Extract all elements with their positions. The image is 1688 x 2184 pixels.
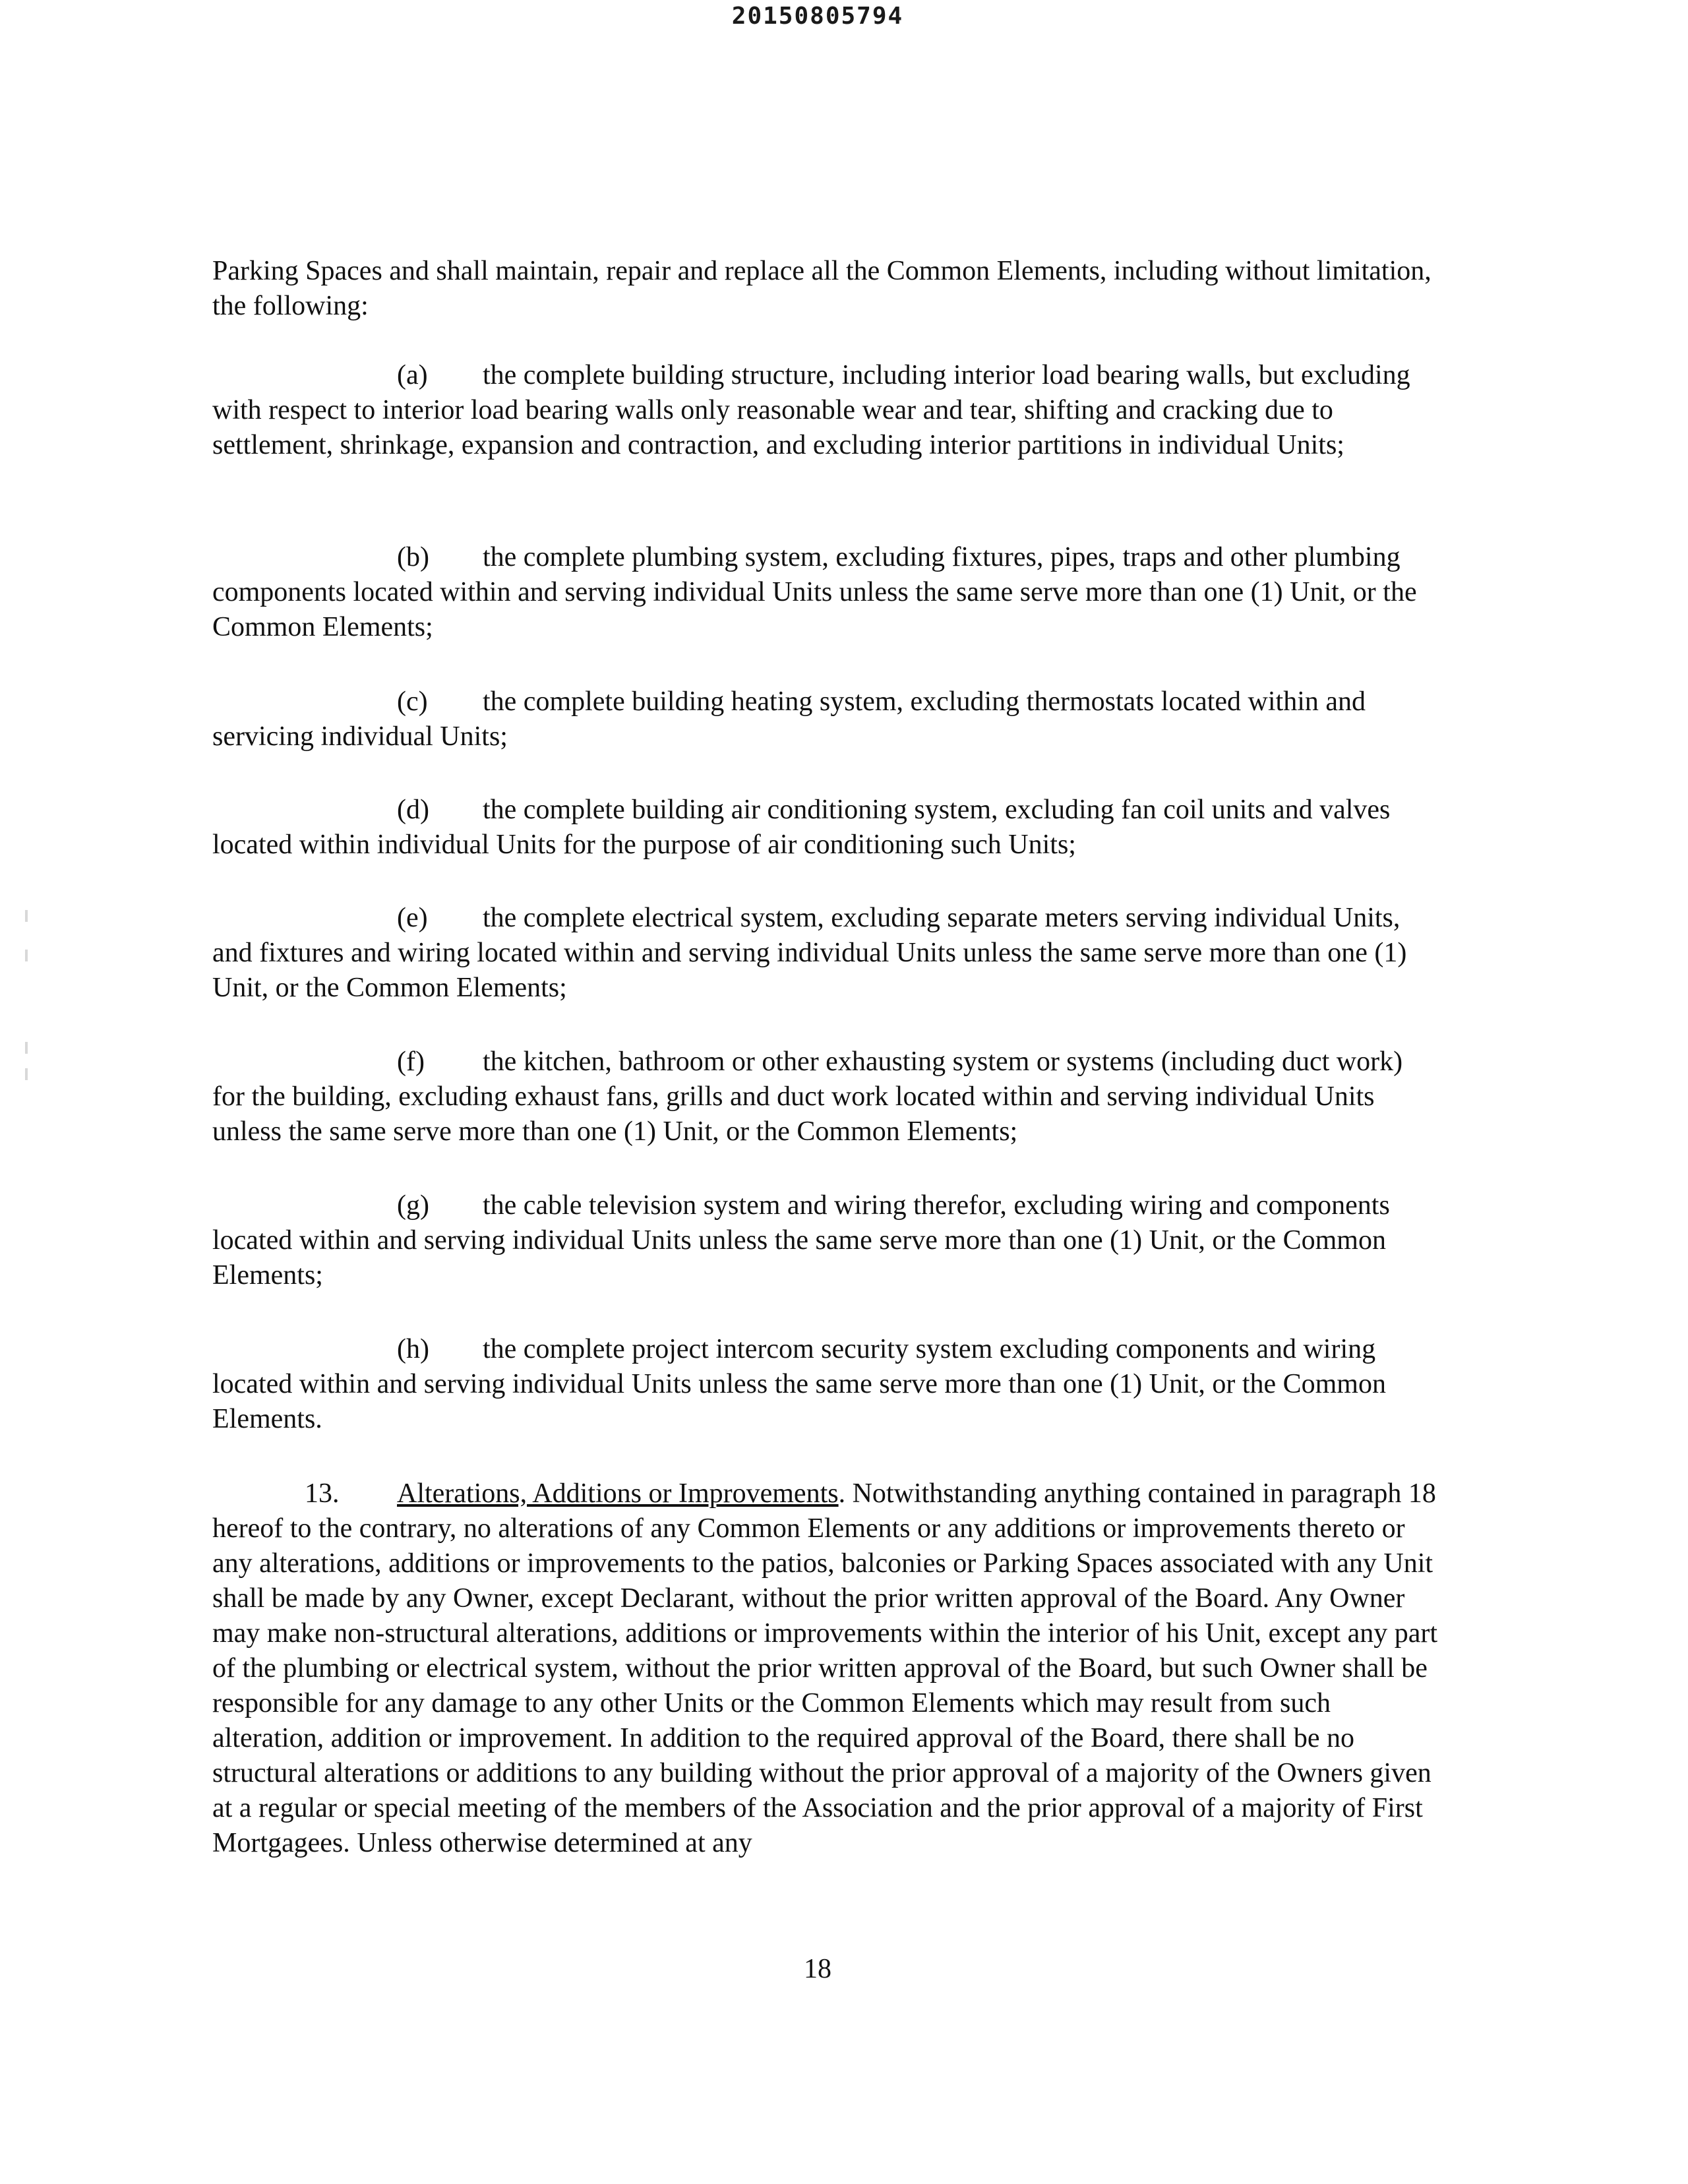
- list-item-h: [212, 1332, 1439, 1437]
- list-marker: (g): [397, 1190, 429, 1221]
- list-item-text: the complete project intercom security system excluding components and wiring located within and serving individual Units unless the same serve more than one (1) Unit, or the Common Elements.: [212, 1334, 1386, 1434]
- list-marker: (d): [397, 795, 429, 825]
- list-item-e: [212, 901, 1439, 1006]
- list-marker: (b): [397, 542, 429, 572]
- list-item-text: the complete plumbing system, excluding fixtures, pipes, traps and other plumbing components located within and serving individual Units unless the same serve more than one (1) Unit, or the Common Elements;: [212, 542, 1417, 642]
- intro-paragraph: Parking Spaces and shall maintain, repair and replace all the Common Elements, including without limitation, the following:: [212, 256, 1432, 321]
- list-marker: (e): [397, 903, 428, 933]
- list-item-text: the cable television system and wiring therefor, excluding wiring and components located within and serving individual Units unless the same serve more than one (1) Unit, or the Common Elements;: [212, 1190, 1390, 1290]
- list-item-text: the complete electrical system, excluding separate meters serving individual Units, and fixtures and wiring located within and serving individual Units unless the same serve more than one (1) Unit, or the Common Elements;: [212, 903, 1407, 1003]
- list-item-f: [212, 1045, 1439, 1149]
- list-item-d: [212, 793, 1439, 863]
- section-number: 13.: [305, 1478, 340, 1509]
- section-13: [212, 1476, 1439, 1861]
- scan-margin-marks: [25, 910, 30, 1081]
- section-text: . Notwithstanding anything contained in paragraph 18 hereof to the contrary, no alterations of any Common Elements or any additions or improvements thereto or any alterations, additions or improvements to the patios, balconies or Parking Spaces associated with any Unit shall be made by any Owner, except Declarant, without the prior written approval of the Board. Any Owner may make non-structural alterations, additions or improvements within the interior of his Unit, except any part of the plumbing or electrical system, without the prior written approval of the Board, but such Owner shall be responsible for any damage to any other Units or the Common Elements which may result from such alteration, addition or improvement. In addition to the required approval of the Board, there shall be no structural alterations or additions to any building without the prior approval of a majority of the Owners given at a regular or special meeting of the members of the Association and the prior approval of a majority of First Mortgagees. Unless otherwise determined at any: [212, 1478, 1438, 1858]
- list-item-text: the complete building air conditioning system, excluding fan coil units and valves located within individual Units for the purpose of air conditioning such Units;: [212, 795, 1391, 860]
- document-number: 20150805794: [731, 3, 904, 30]
- list-marker: (c): [397, 686, 428, 717]
- section-heading: Alterations, Additions or Improvements: [397, 1478, 839, 1509]
- list-marker: (f): [397, 1046, 425, 1077]
- list-marker: (h): [397, 1334, 429, 1364]
- list-item-text: the kitchen, bathroom or other exhausting system or systems (including duct work) for the building, excluding exhaust fans, grills and duct work located within and serving individual Units unless the same serve more than one (1) Unit, or the Common Elements;: [212, 1046, 1403, 1147]
- list-item-b: [212, 540, 1439, 645]
- list-item-a: [212, 358, 1439, 463]
- document-body: [212, 254, 1439, 1858]
- page-number: 18: [804, 1954, 831, 1984]
- list-item-c: [212, 684, 1439, 754]
- list-item-text: the complete building structure, including interior load bearing walls, but excluding with respect to interior load bearing walls only reasonable wear and tear, shifting and cracking due to settlement, shrinkage, expansion and contraction, and excluding interior partitions in individual Units;: [212, 360, 1410, 460]
- list-marker: (a): [397, 360, 428, 390]
- list-item-text: the complete building heating system, excluding thermostats located within and servicing individual Units;: [212, 686, 1366, 752]
- list-item-g: [212, 1188, 1439, 1293]
